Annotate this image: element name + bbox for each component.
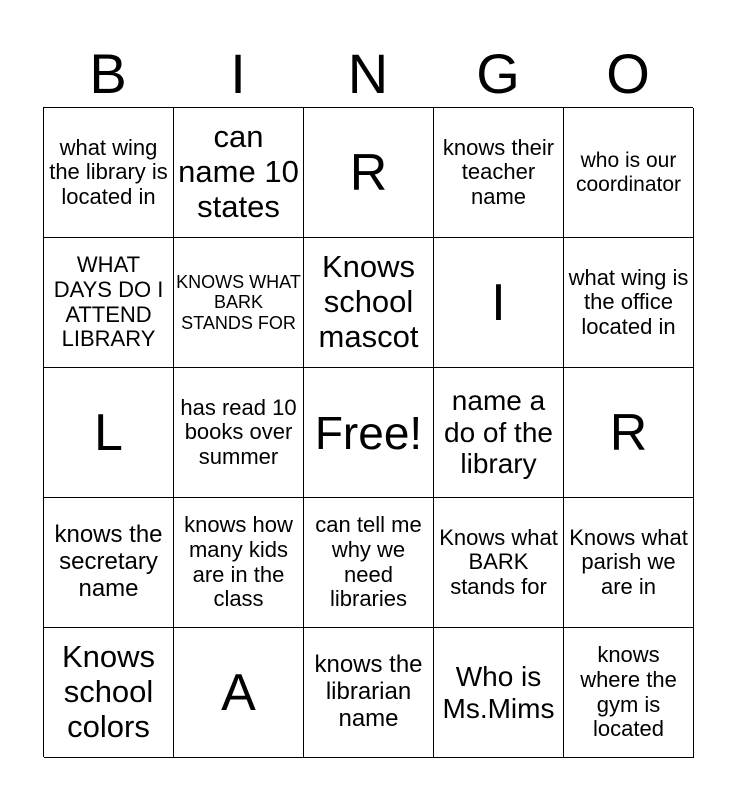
header-letter-o: O bbox=[606, 42, 650, 105]
bingo-cell[interactable]: knows how many kids are in the class bbox=[174, 498, 304, 628]
bingo-cell[interactable]: KNOWS WHAT BARK STANDS FOR bbox=[174, 238, 304, 368]
bingo-cell[interactable]: WHAT DAYS DO I ATTEND LIBRARY bbox=[44, 238, 174, 368]
bingo-cell[interactable]: name a do of the library bbox=[434, 368, 564, 498]
bingo-cell[interactable]: can name 10 states bbox=[174, 108, 304, 238]
bingo-cell[interactable]: what wing is the office located in bbox=[564, 238, 694, 368]
bingo-cell[interactable]: has read 10 books over summer bbox=[174, 368, 304, 498]
bingo-cell[interactable]: L bbox=[44, 368, 174, 498]
bingo-cell[interactable]: Knows school colors bbox=[44, 628, 174, 758]
header-letter-i: I bbox=[230, 42, 246, 105]
bingo-grid bbox=[43, 107, 693, 757]
bingo-cell[interactable]: what wing the library is located in bbox=[44, 108, 174, 238]
bingo-cell[interactable]: R bbox=[304, 108, 434, 238]
bingo-cell[interactable]: can tell me why we need libraries bbox=[304, 498, 434, 628]
bingo-cell[interactable]: Knows school mascot bbox=[304, 238, 434, 368]
bingo-cell[interactable]: Who is Ms.Mims bbox=[434, 628, 564, 758]
free-space-cell[interactable]: Free! bbox=[304, 368, 434, 498]
bingo-cell[interactable]: Knows what parish we are in bbox=[564, 498, 694, 628]
bingo-cell[interactable]: Knows what BARK stands for bbox=[434, 498, 564, 628]
bingo-cell[interactable]: knows where the gym is located bbox=[564, 628, 694, 758]
bingo-cell[interactable]: who is our coordinator bbox=[564, 108, 694, 238]
header-letter-b: B bbox=[89, 42, 127, 105]
bingo-cell[interactable]: R bbox=[564, 368, 694, 498]
header-letter-n: N bbox=[347, 42, 389, 105]
bingo-cell[interactable]: knows the secretary name bbox=[44, 498, 174, 628]
bingo-cell[interactable]: A bbox=[174, 628, 304, 758]
header-letter-g: G bbox=[476, 42, 520, 105]
bingo-cell[interactable]: knows the librarian name bbox=[304, 628, 434, 758]
bingo-cell[interactable]: I bbox=[434, 238, 564, 368]
bingo-header bbox=[43, 42, 693, 106]
bingo-cell[interactable]: knows their teacher name bbox=[434, 108, 564, 238]
